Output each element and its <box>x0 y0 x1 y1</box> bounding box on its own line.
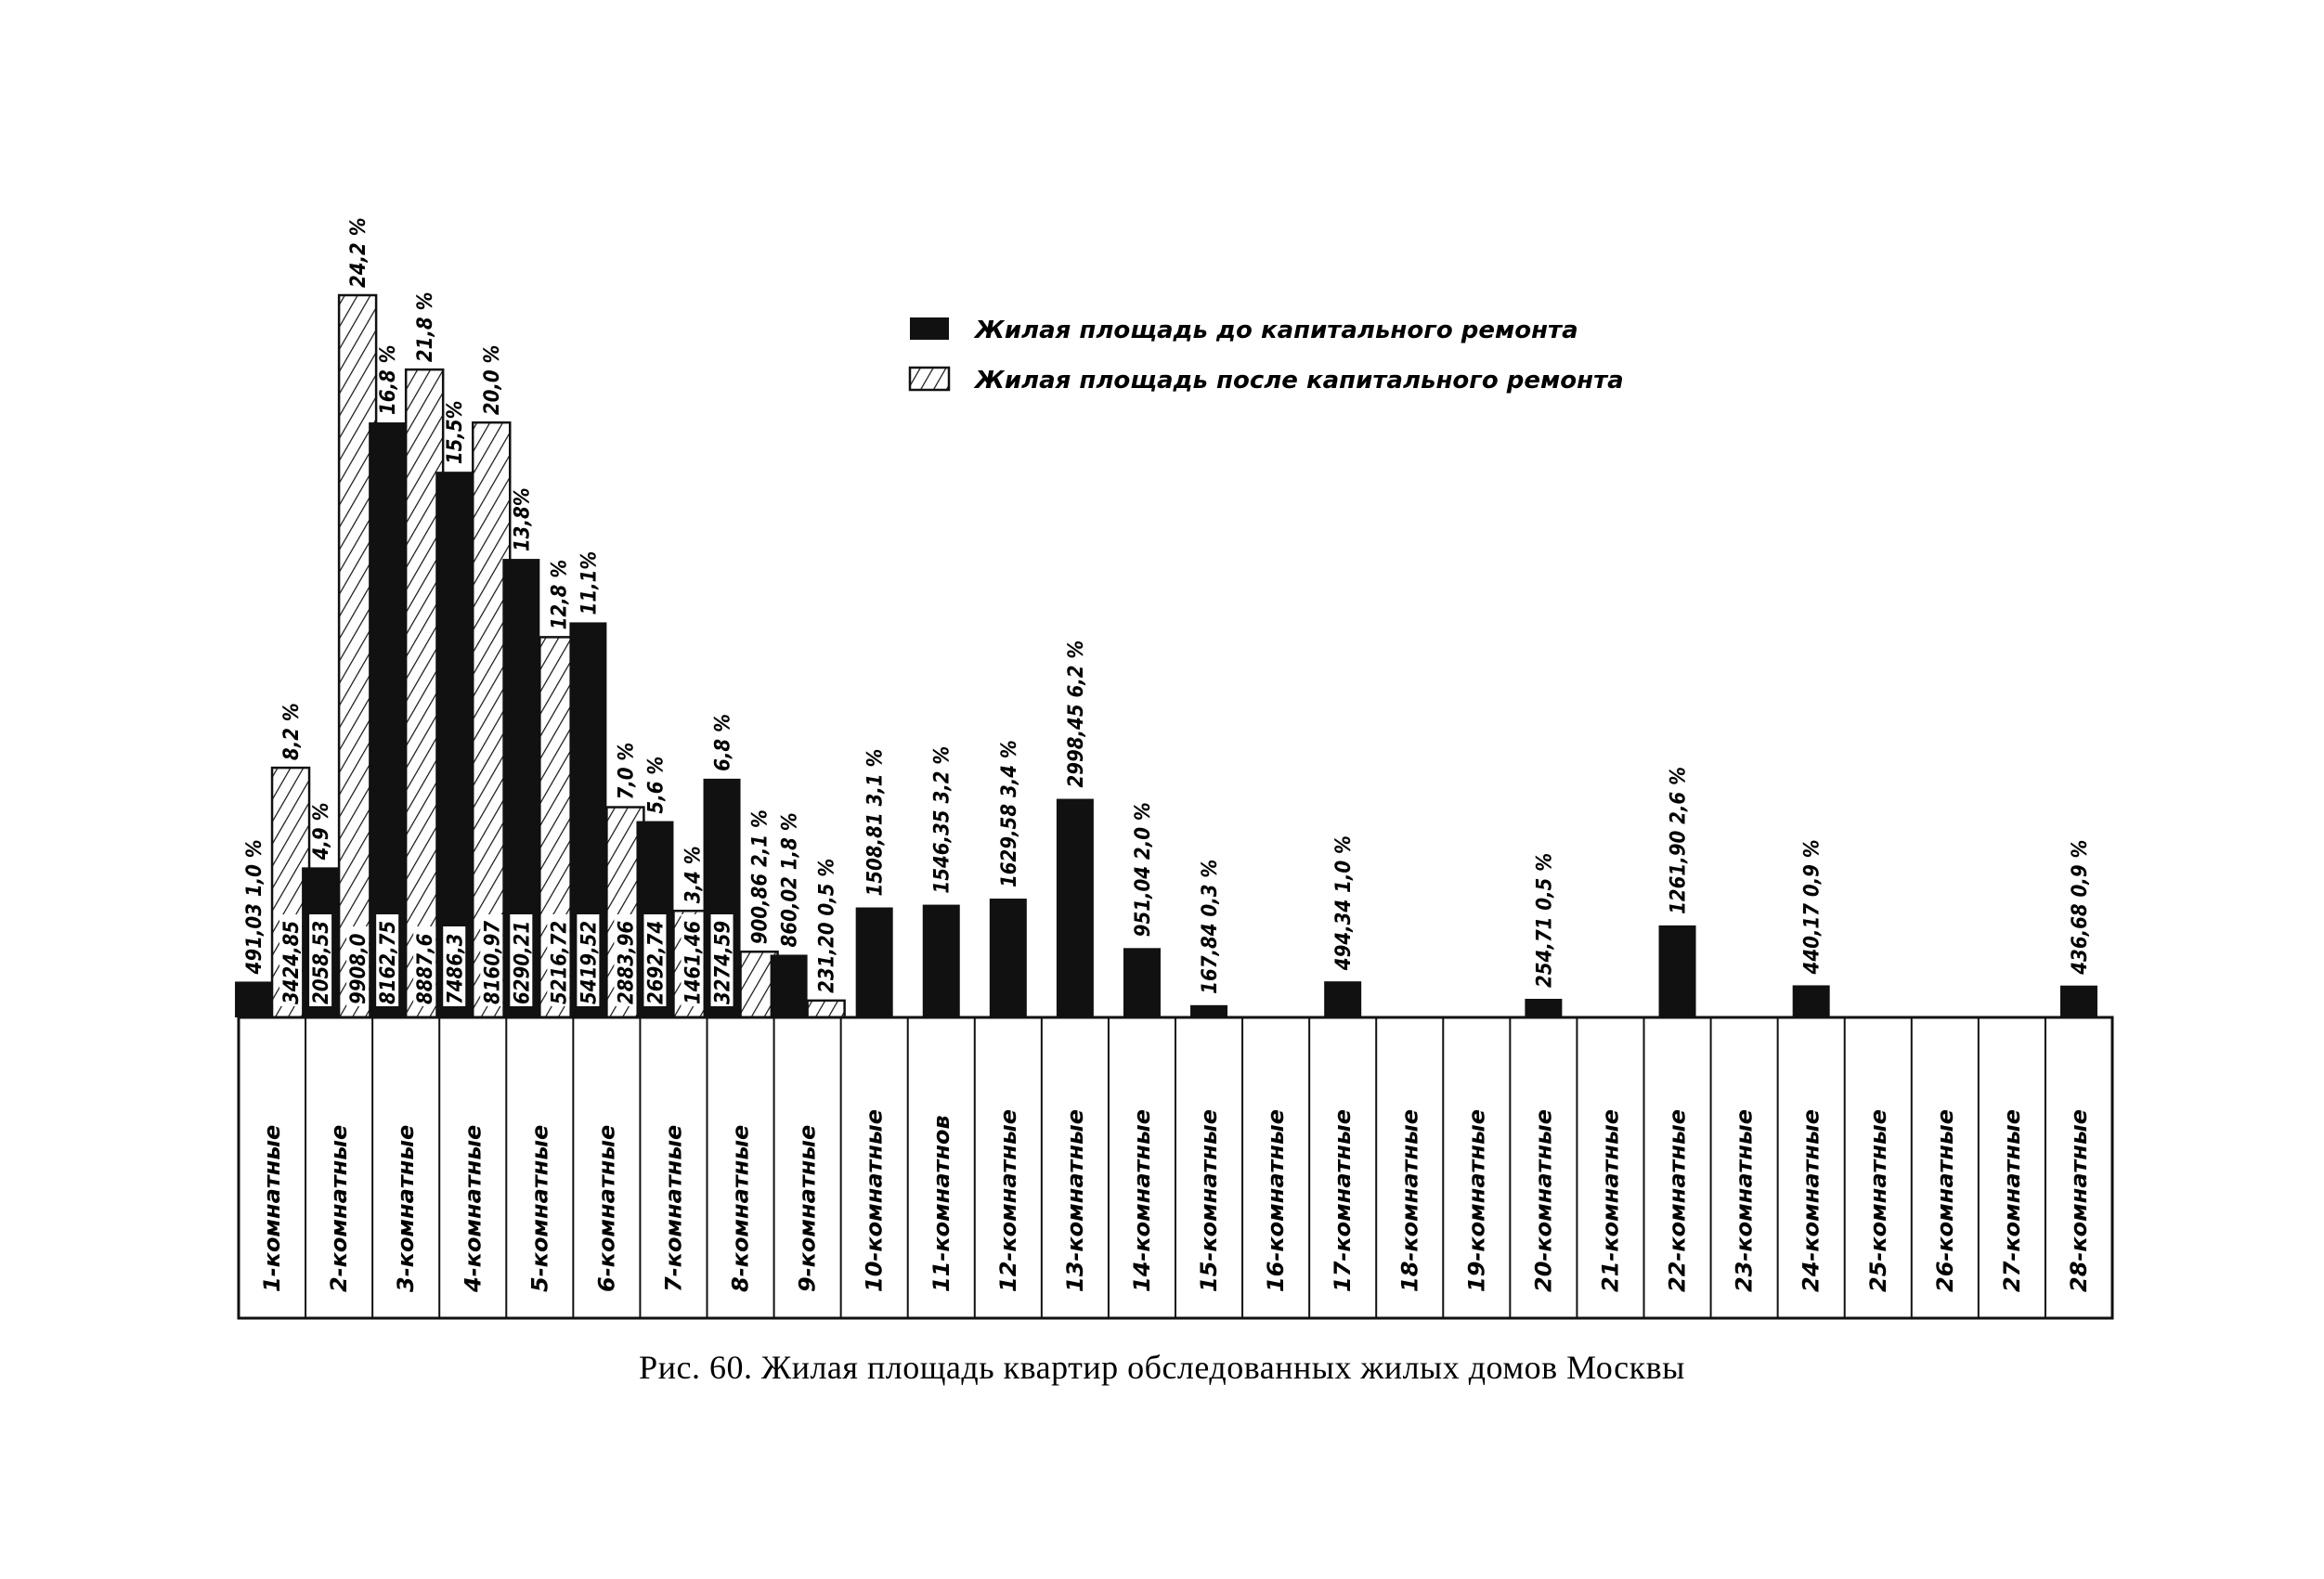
bar-after <box>808 1001 845 1017</box>
value-label-after-group <box>681 914 705 1006</box>
percent-label-after-group <box>280 703 304 760</box>
value-label-after: 8887,6 <box>414 933 438 1004</box>
value-label-before: 2998,45 6,2 % <box>1064 640 1088 788</box>
category-label: 18-комнатные <box>1396 1108 1423 1292</box>
percent-label-after: 7,0 % <box>615 742 639 800</box>
percent-label-after-group <box>481 345 504 416</box>
value-label-before: 1629,58 3,4 % <box>997 740 1021 888</box>
value-label-before-group <box>1801 839 1824 975</box>
percent-label-before: 16,8 % <box>377 344 401 416</box>
percent-label-before-group <box>444 400 467 464</box>
value-label-before-group <box>309 914 333 1006</box>
value-label-after: 8160,97 <box>481 920 505 1004</box>
percent-label-before: 15,5% <box>444 400 468 465</box>
category-label: 28-комнатные <box>2065 1108 2092 1292</box>
value-label-after: 900,86 2,1 % <box>748 809 773 945</box>
value-label-after: 1461,46 <box>682 920 706 1004</box>
bar-before <box>856 908 893 1017</box>
category-label: 7-комнатные <box>660 1124 687 1292</box>
value-label-before: 860,02 1,8 % <box>778 812 802 948</box>
category-label: 1-комнатные <box>259 1124 286 1292</box>
bar-before <box>990 899 1027 1017</box>
category-label: 21-комнатные <box>1597 1108 1624 1292</box>
category-label: 2-комнатные <box>326 1124 353 1292</box>
bar-before <box>923 905 960 1017</box>
percent-label-before: 6,8 % <box>711 714 735 771</box>
value-label-before: 951,04 2,0 % <box>1131 802 1155 938</box>
value-label-before: 6290,21 <box>511 920 535 1004</box>
value-label-after-group <box>279 914 304 1006</box>
percent-label-after: 21,8 % <box>414 291 438 363</box>
percent-label-before-group <box>644 757 668 814</box>
category-table <box>239 1017 2112 1318</box>
value-label-before: 494,34 1,0 % <box>1332 835 1357 971</box>
category-label: 19-комнатные <box>1463 1108 1490 1292</box>
category-label: 25-комнатные <box>1864 1108 1891 1292</box>
value-label-after-group <box>816 859 839 993</box>
value-label-after-group <box>749 809 773 944</box>
category-label: 12-комнатные <box>994 1108 1021 1292</box>
percent-label-before-group <box>712 714 735 771</box>
bar-before <box>771 954 808 1017</box>
bar-before <box>1123 948 1161 1017</box>
value-label-before-group <box>443 926 467 1006</box>
percent-label-after-group <box>682 846 705 903</box>
legend-label-after: Жилая площадь после капитального ремонта <box>975 367 1624 395</box>
value-label-before: 8162,75 <box>377 920 401 1004</box>
percent-label-before-group <box>578 551 601 615</box>
category-label: 24-комнатные <box>1798 1108 1824 1292</box>
value-label-after-group <box>614 914 638 1006</box>
bar-before <box>1793 985 1830 1017</box>
category-label: 9-комнатные <box>794 1124 821 1292</box>
value-label-before-group <box>864 749 888 897</box>
value-label-before: 2692,74 <box>644 920 669 1004</box>
category-label: 11-комнатнов <box>928 1115 954 1292</box>
value-label-before-group <box>510 914 534 1006</box>
category-label: 23-комнатные <box>1731 1108 1758 1292</box>
category-label: 6-комнатные <box>593 1124 620 1292</box>
category-label: 3-комнатные <box>393 1124 420 1292</box>
value-label-before-group <box>577 914 601 1006</box>
value-label-after: 5216,72 <box>548 920 572 1004</box>
value-label-before: 254,71 0,5 % <box>1533 852 1557 988</box>
category-label: 4-комнатные <box>460 1124 487 1292</box>
bar-before <box>1057 799 1094 1017</box>
category-label: 22-комнатные <box>1664 1108 1691 1292</box>
value-label-after: 2883,96 <box>615 920 639 1004</box>
percent-label-before-group <box>377 344 400 415</box>
value-label-after-group <box>413 926 437 1006</box>
percent-label-after: 3,4 % <box>682 846 706 904</box>
value-label-before-group <box>643 914 668 1006</box>
value-label-after-group <box>480 914 504 1006</box>
category-label: 13-комнатные <box>1061 1108 1088 1292</box>
percent-label-after-group <box>347 217 370 288</box>
value-label-before-group <box>376 914 400 1006</box>
value-label-before-group <box>998 740 1021 887</box>
category-label: 5-комнатные <box>526 1124 553 1292</box>
percent-label-after: 8,2 % <box>280 703 305 761</box>
value-label-before-group <box>1668 767 1691 914</box>
bar-before <box>1324 981 1361 1017</box>
percent-label-before: 5,6 % <box>644 756 669 814</box>
value-label-before-group <box>711 914 735 1006</box>
bar-before <box>1190 1005 1227 1017</box>
chart-legend <box>910 317 1624 395</box>
bar-before <box>2060 986 2097 1017</box>
legend-swatch-hatched <box>910 368 949 390</box>
value-label-before-group <box>931 746 954 894</box>
category-label: 10-комнатные <box>861 1108 888 1292</box>
category-label: 16-комнатные <box>1263 1108 1290 1292</box>
category-label: 14-комнатные <box>1128 1108 1155 1292</box>
value-label-before: 436,68 0,9 % <box>2068 839 2092 975</box>
percent-label-before: 11,1% <box>578 550 602 615</box>
category-label: 17-комнатные <box>1330 1108 1357 1292</box>
percent-label-before: 4,9 % <box>310 802 334 861</box>
percent-label-after: 20,0 % <box>481 344 505 416</box>
value-label-before-group <box>2069 840 2092 976</box>
value-label-before: 3274,59 <box>711 920 735 1004</box>
bar-before <box>235 981 272 1017</box>
percent-label-after-group <box>414 292 437 363</box>
value-label-before: 167,84 0,3 % <box>1199 859 1223 994</box>
value-label-after: 231,20 0,5 % <box>815 858 839 993</box>
category-label: 8-комнатные <box>727 1124 754 1292</box>
value-label-before: 491,03 1,0 % <box>243 839 267 975</box>
value-label-before: 7486,3 <box>444 933 468 1004</box>
percent-label-after-group <box>548 560 571 630</box>
value-label-before: 1508,81 3,1 % <box>863 748 888 897</box>
legend-label-before: Жилая площадь до капитального ремонта <box>975 317 1578 344</box>
value-label-before-group <box>1065 641 1088 788</box>
value-label-before-group <box>1199 860 1222 994</box>
category-label: 20-комнатные <box>1530 1108 1557 1292</box>
value-label-before-group <box>779 812 802 947</box>
percent-label-after: 12,8 % <box>548 559 572 630</box>
percent-label-after-group <box>615 743 638 800</box>
category-label: 15-комнатные <box>1196 1108 1223 1292</box>
value-label-before: 5419,52 <box>578 920 602 1004</box>
value-label-before-group <box>1533 853 1556 988</box>
value-label-before: 1261,90 2,6 % <box>1667 767 1691 914</box>
percent-label-before: 13,8% <box>511 487 535 552</box>
category-label: 26-комнатные <box>1931 1108 1958 1292</box>
legend-swatch-solid <box>910 317 949 340</box>
value-label-before-group <box>243 839 266 975</box>
bar-before <box>1659 925 1696 1017</box>
value-label-after-group <box>346 926 370 1006</box>
value-label-before: 440,17 0,9 % <box>1800 839 1824 975</box>
value-label-after-group <box>547 914 571 1006</box>
bar-before <box>1525 999 1562 1017</box>
value-label-before-group <box>1132 802 1155 937</box>
value-label-before: 1546,35 3,2 % <box>930 745 954 894</box>
value-label-after: 3424,85 <box>280 920 305 1004</box>
value-label-before-group <box>1332 835 1356 971</box>
percent-label-after: 24,2 % <box>347 217 371 288</box>
figure-caption: Рис. 60. Жилая площадь квартир обследованных жилых домов Москвы <box>639 1349 1685 1386</box>
percent-label-before-group <box>310 803 333 861</box>
percent-label-before-group <box>511 487 534 551</box>
value-label-before: 2058,53 <box>310 920 334 1004</box>
value-label-after: 9908,0 <box>347 933 371 1004</box>
category-label: 27-комнатные <box>1998 1108 2025 1292</box>
